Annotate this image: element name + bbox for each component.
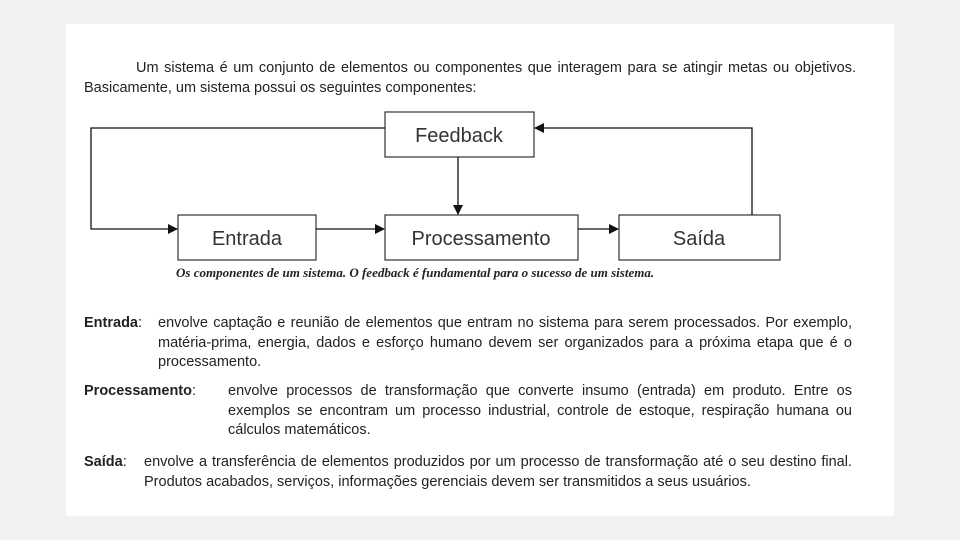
definition-processamento [84,382,852,441]
definition-text: envolve processos de transformação que converte insumo (entrada) em produto. Entre os exemplos se encontram um processo industrial, controle de estoque, respiração humana ou cálculos matemáticos. [228,383,852,438]
definition-colon: : [192,383,197,399]
definition-term: Processamento [84,383,192,399]
definition-saida [84,453,852,492]
saida-label: Saída [672,228,726,250]
system-components-diagram [66,24,894,284]
definition-colon: : [138,315,143,331]
diagram-caption: Os componentes de um sistema. O feedback é fundamental para o sucesso de um sistema. [176,265,655,280]
intro-paragraph: Um sistema é um conjunto de elementos ou componentes que interagem para se atingir metas ou objetivos. Basicamente, um sistema possui os seguintes componentes: [84,60,856,96]
document-page [66,24,894,516]
definition-colon: : [122,454,127,470]
arrow-feedback-to-entrada [91,128,385,229]
definition-term: Entrada [84,315,138,331]
definition-text: envolve captação e reunião de elementos que entram no sistema para serem processados. Por exemplo, matéria-prima, energia, dados e esforço humano devem ser organizados para a próxima etapa que é o processamento. [158,315,852,370]
entrada-label: Entrada [211,228,283,250]
definition-text: envolve a transferência de elementos produzidos por um processo de transformação até o seu destino final. Produtos acabados, serviços, informações gerenciais devem ser transmitidos a seus usuários. [144,454,852,490]
definition-term: Saída [84,454,123,470]
feedback-label: Feedback [415,125,503,147]
definition-entrada [84,314,852,373]
processamento-label: Processamento [411,228,551,250]
arrow-saida-to-feedback [535,128,752,215]
